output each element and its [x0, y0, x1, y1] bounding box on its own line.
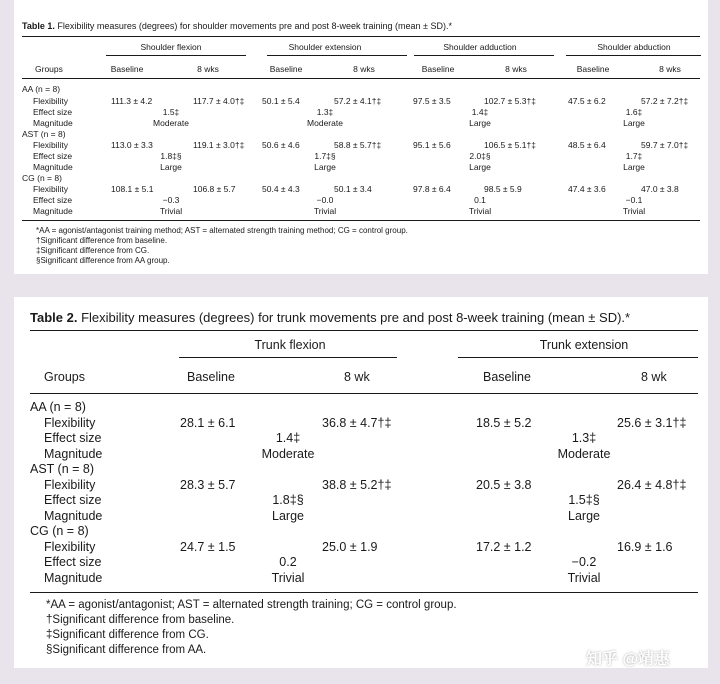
t1-ast-magnitude-2: Large [314, 162, 336, 172]
t1-movement-3-rule [414, 55, 554, 56]
t2-cg-label-magnitude: Magnitude [44, 571, 103, 585]
t2-movement-1-rule [179, 357, 397, 358]
t2-bottom-rule [30, 592, 698, 593]
t2-aa-post-2: 25.6 ± 3.1†‡ [617, 416, 687, 430]
t1-cg-post-4: 47.0 ± 3.8 [641, 184, 679, 194]
t1-ast-post-2: 58.8 ± 5.7†‡ [334, 140, 382, 150]
t1-header-movement-3: Shoulder adduction [443, 42, 517, 52]
t2-footnote-3: ‡Significant difference from CG. [46, 629, 209, 641]
t1-aa-baseline-2: 50.1 ± 5.4 [262, 96, 300, 106]
t1-aa-magnitude-2: Moderate [307, 118, 343, 128]
t2-aa-baseline-2: 18.5 ± 5.2 [476, 416, 532, 430]
t1-aa-post-1: 117.7 ± 4.0†‡ [193, 96, 245, 106]
t1-aa-post-2: 57.2 ± 4.1†‡ [334, 96, 382, 106]
t1-cg-baseline-2: 50.4 ± 4.3 [262, 184, 300, 194]
t2-header-bottom-rule [30, 393, 698, 394]
t1-header-movement-2: Shoulder extension [288, 42, 362, 52]
t1-ast-label-effect: Effect size [33, 151, 73, 161]
t2-cg-post-2: 16.9 ± 1.6 [617, 540, 673, 554]
t1-ast-baseline-2: 50.6 ± 4.6 [262, 140, 300, 150]
t2-ast-post-2: 26.4 ± 4.8†‡ [617, 478, 687, 492]
t1-subheader-post-4: 8 wks [659, 64, 681, 74]
t1-aa-label-effect: Effect size [33, 107, 73, 117]
t1-aa-magnitude-4: Large [623, 118, 645, 128]
t1-cg-baseline-3: 97.8 ± 6.4 [413, 184, 451, 194]
t2-ast-baseline-1: 28.3 ± 5.7 [180, 478, 236, 492]
t1-cg-effect-4: −0.1 [625, 195, 643, 205]
t1-ast-post-4: 59.7 ± 7.0†‡ [641, 140, 689, 150]
t1-group-cg: CG (n = 8) [22, 173, 62, 183]
watermark: 知乎 @靖惠 [586, 651, 671, 668]
t1-header-movement-4: Shoulder abduction [597, 42, 671, 52]
t1-ast-baseline-3: 95.1 ± 5.6 [413, 140, 451, 150]
t1-ast-effect-1: 1.8‡§ [160, 151, 182, 161]
t1-cg-baseline-4: 47.4 ± 3.6 [568, 184, 606, 194]
t1-aa-baseline-4: 47.5 ± 6.2 [568, 96, 606, 106]
t2-group-cg: CG (n = 8) [30, 524, 89, 538]
t1-group-ast: AST (n = 8) [22, 129, 66, 139]
t2-cg-baseline-2: 17.2 ± 1.2 [476, 540, 532, 554]
t1-footnote-1: *AA = agonist/antagonist training method; AST = alternated strength training method; CG = control group. [36, 226, 408, 235]
t1-movement-4-rule [566, 55, 701, 56]
t1-cg-post-3: 98.5 ± 5.9 [484, 184, 522, 194]
t1-ast-post-1: 119.1 ± 3.0†‡ [193, 140, 245, 150]
table-1-top-rule [22, 36, 700, 37]
t1-cg-magnitude-1: Trivial [159, 206, 183, 216]
t2-ast-magnitude-1: Large [272, 509, 304, 523]
t2-aa-baseline-1: 28.1 ± 6.1 [180, 416, 236, 430]
t1-ast-effect-3: 2.0‡§ [469, 151, 491, 161]
t2-movement-2-rule [458, 357, 698, 358]
t1-ast-effect-4: 1.7‡ [625, 151, 643, 161]
t2-aa-label-magnitude: Magnitude [44, 447, 103, 461]
t2-footnote-1: *AA = agonist/antagonist; AST = alternated strength training; CG = control group. [46, 599, 457, 611]
t1-aa-post-3: 102.7 ± 5.3†‡ [484, 96, 536, 106]
t2-header-movement-2: Trunk extension [539, 338, 629, 352]
t1-aa-effect-1: 1.5‡ [162, 107, 180, 117]
t2-aa-label-flexibility: Flexibility [44, 416, 96, 430]
t1-cg-label-flexibility: Flexibility [33, 184, 68, 194]
t1-cg-effect-3: 0.1 [474, 195, 486, 205]
t2-ast-label-effect: Effect size [44, 493, 102, 507]
t1-ast-effect-2: 1.7‡§ [314, 151, 336, 161]
t1-footnote-3: ‡Significant difference from CG. [36, 246, 150, 255]
t1-aa-baseline-1: 111.3 ± 4.2 [111, 96, 153, 106]
t2-ast-magnitude-2: Large [568, 509, 600, 523]
t2-header-movement-1: Trunk flexion [254, 338, 326, 352]
table-2-caption-text: Flexibility measures (degrees) for trunk movements pre and post 8-week training (mean ± SD).* [81, 310, 631, 325]
t1-subheader-baseline-2: Baseline [269, 64, 303, 74]
t1-subheader-post-2: 8 wks [353, 64, 375, 74]
t1-footnote-2: †Significant difference from baseline. [36, 236, 168, 245]
table-1-caption-text: Flexibility measures (degrees) for shoulder movements pre and post 8-week training (mean ± SD).* [57, 21, 452, 31]
table-2-top-rule [30, 330, 698, 331]
t2-subheader-post-1: 8 wk [344, 370, 370, 384]
t1-cg-post-2: 50.1 ± 3.4 [334, 184, 372, 194]
t1-ast-label-flexibility: Flexibility [33, 140, 68, 150]
t2-cg-magnitude-2: Trivial [567, 571, 601, 585]
t1-ast-magnitude-1: Large [160, 162, 182, 172]
t2-subheader-baseline-2: Baseline [483, 370, 531, 384]
t1-aa-magnitude-1: Moderate [153, 118, 189, 128]
t2-cg-effect-2: −0.2 [571, 555, 597, 569]
t1-aa-post-4: 57.2 ± 7.2†‡ [641, 96, 689, 106]
table-2-caption-label: Table 2. [30, 310, 78, 325]
t1-aa-baseline-3: 97.5 ± 3.5 [413, 96, 451, 106]
t1-aa-label-flexibility: Flexibility [33, 96, 68, 106]
t2-ast-label-magnitude: Magnitude [44, 509, 103, 523]
t2-cg-effect-1: 0.2 [279, 555, 297, 569]
t1-movement-1-rule [106, 55, 246, 56]
t1-bottom-rule [22, 220, 700, 221]
t2-cg-label-effect: Effect size [44, 555, 102, 569]
t1-cg-post-1: 106.8 ± 5.7 [193, 184, 236, 194]
t1-cg-magnitude-4: Trivial [622, 206, 646, 216]
t2-group-aa: AA (n = 8) [30, 400, 86, 414]
t1-aa-magnitude-3: Large [469, 118, 491, 128]
t2-cg-magnitude-1: Trivial [271, 571, 305, 585]
t2-aa-label-effect: Effect size [44, 431, 102, 445]
t1-header-bottom-rule [22, 78, 700, 79]
t1-ast-baseline-1: 113.0 ± 3.3 [111, 140, 153, 150]
t1-ast-baseline-4: 48.5 ± 6.4 [568, 140, 606, 150]
t1-subheader-baseline-3: Baseline [421, 64, 455, 74]
t1-aa-label-magnitude: Magnitude [33, 118, 73, 128]
t1-group-aa: AA (n = 8) [22, 84, 61, 94]
t1-ast-label-magnitude: Magnitude [33, 162, 73, 172]
t1-cg-magnitude-3: Trivial [468, 206, 492, 216]
t1-movement-2-rule [267, 55, 407, 56]
t2-ast-post-1: 38.8 ± 5.2†‡ [322, 478, 392, 492]
t1-footnote-4: §Significant difference from AA group. [36, 256, 170, 265]
t2-footnote-2: †Significant difference from baseline. [46, 614, 235, 626]
t2-ast-effect-2: 1.5‡§ [568, 493, 600, 507]
t2-aa-magnitude-2: Moderate [557, 447, 611, 461]
t2-ast-label-flexibility: Flexibility [44, 478, 96, 492]
t2-cg-post-1: 25.0 ± 1.9 [322, 540, 378, 554]
t1-groups-header: Groups [35, 64, 63, 74]
t2-aa-magnitude-1: Moderate [261, 447, 315, 461]
t2-aa-effect-1: 1.4‡ [275, 431, 301, 445]
t1-ast-magnitude-4: Large [623, 162, 645, 172]
t2-subheader-baseline-1: Baseline [187, 370, 235, 384]
t1-ast-post-3: 106.5 ± 5.1†‡ [484, 140, 536, 150]
t1-header-movement-1: Shoulder flexion [140, 42, 202, 52]
t2-subheader-post-2: 8 wk [641, 370, 667, 384]
t2-groups-header: Groups [44, 370, 85, 384]
t1-cg-label-effect: Effect size [33, 195, 73, 205]
table-2-card [14, 297, 708, 668]
t2-aa-post-1: 36.8 ± 4.7†‡ [322, 416, 392, 430]
t2-cg-baseline-1: 24.7 ± 1.5 [180, 540, 236, 554]
t1-subheader-baseline-1: Baseline [110, 64, 144, 74]
t2-ast-baseline-2: 20.5 ± 3.8 [476, 478, 532, 492]
table-1-caption [22, 22, 452, 31]
t2-group-ast: AST (n = 8) [30, 462, 95, 476]
t2-ast-effect-1: 1.8‡§ [272, 493, 304, 507]
table-2-caption [30, 311, 630, 324]
table-1-caption-label: Table 1. [22, 21, 55, 31]
table-1-card [14, 0, 708, 274]
t1-aa-effect-2: 1.3‡ [316, 107, 334, 117]
t1-cg-effect-1: −0.3 [162, 195, 180, 205]
t1-aa-effect-4: 1.6‡ [625, 107, 643, 117]
t2-aa-effect-2: 1.3‡ [571, 431, 597, 445]
t1-subheader-post-3: 8 wks [505, 64, 527, 74]
t1-cg-label-magnitude: Magnitude [33, 206, 73, 216]
t1-cg-magnitude-2: Trivial [313, 206, 337, 216]
t1-cg-effect-2: −0.0 [316, 195, 334, 205]
t1-cg-baseline-1: 108.1 ± 5.1 [111, 184, 154, 194]
t1-subheader-baseline-4: Baseline [576, 64, 610, 74]
t1-ast-magnitude-3: Large [469, 162, 491, 172]
t2-cg-label-flexibility: Flexibility [44, 540, 96, 554]
t2-footnote-4: §Significant difference from AA. [46, 644, 207, 656]
t1-aa-effect-3: 1.4‡ [471, 107, 489, 117]
t1-subheader-post-1: 8 wks [197, 64, 219, 74]
